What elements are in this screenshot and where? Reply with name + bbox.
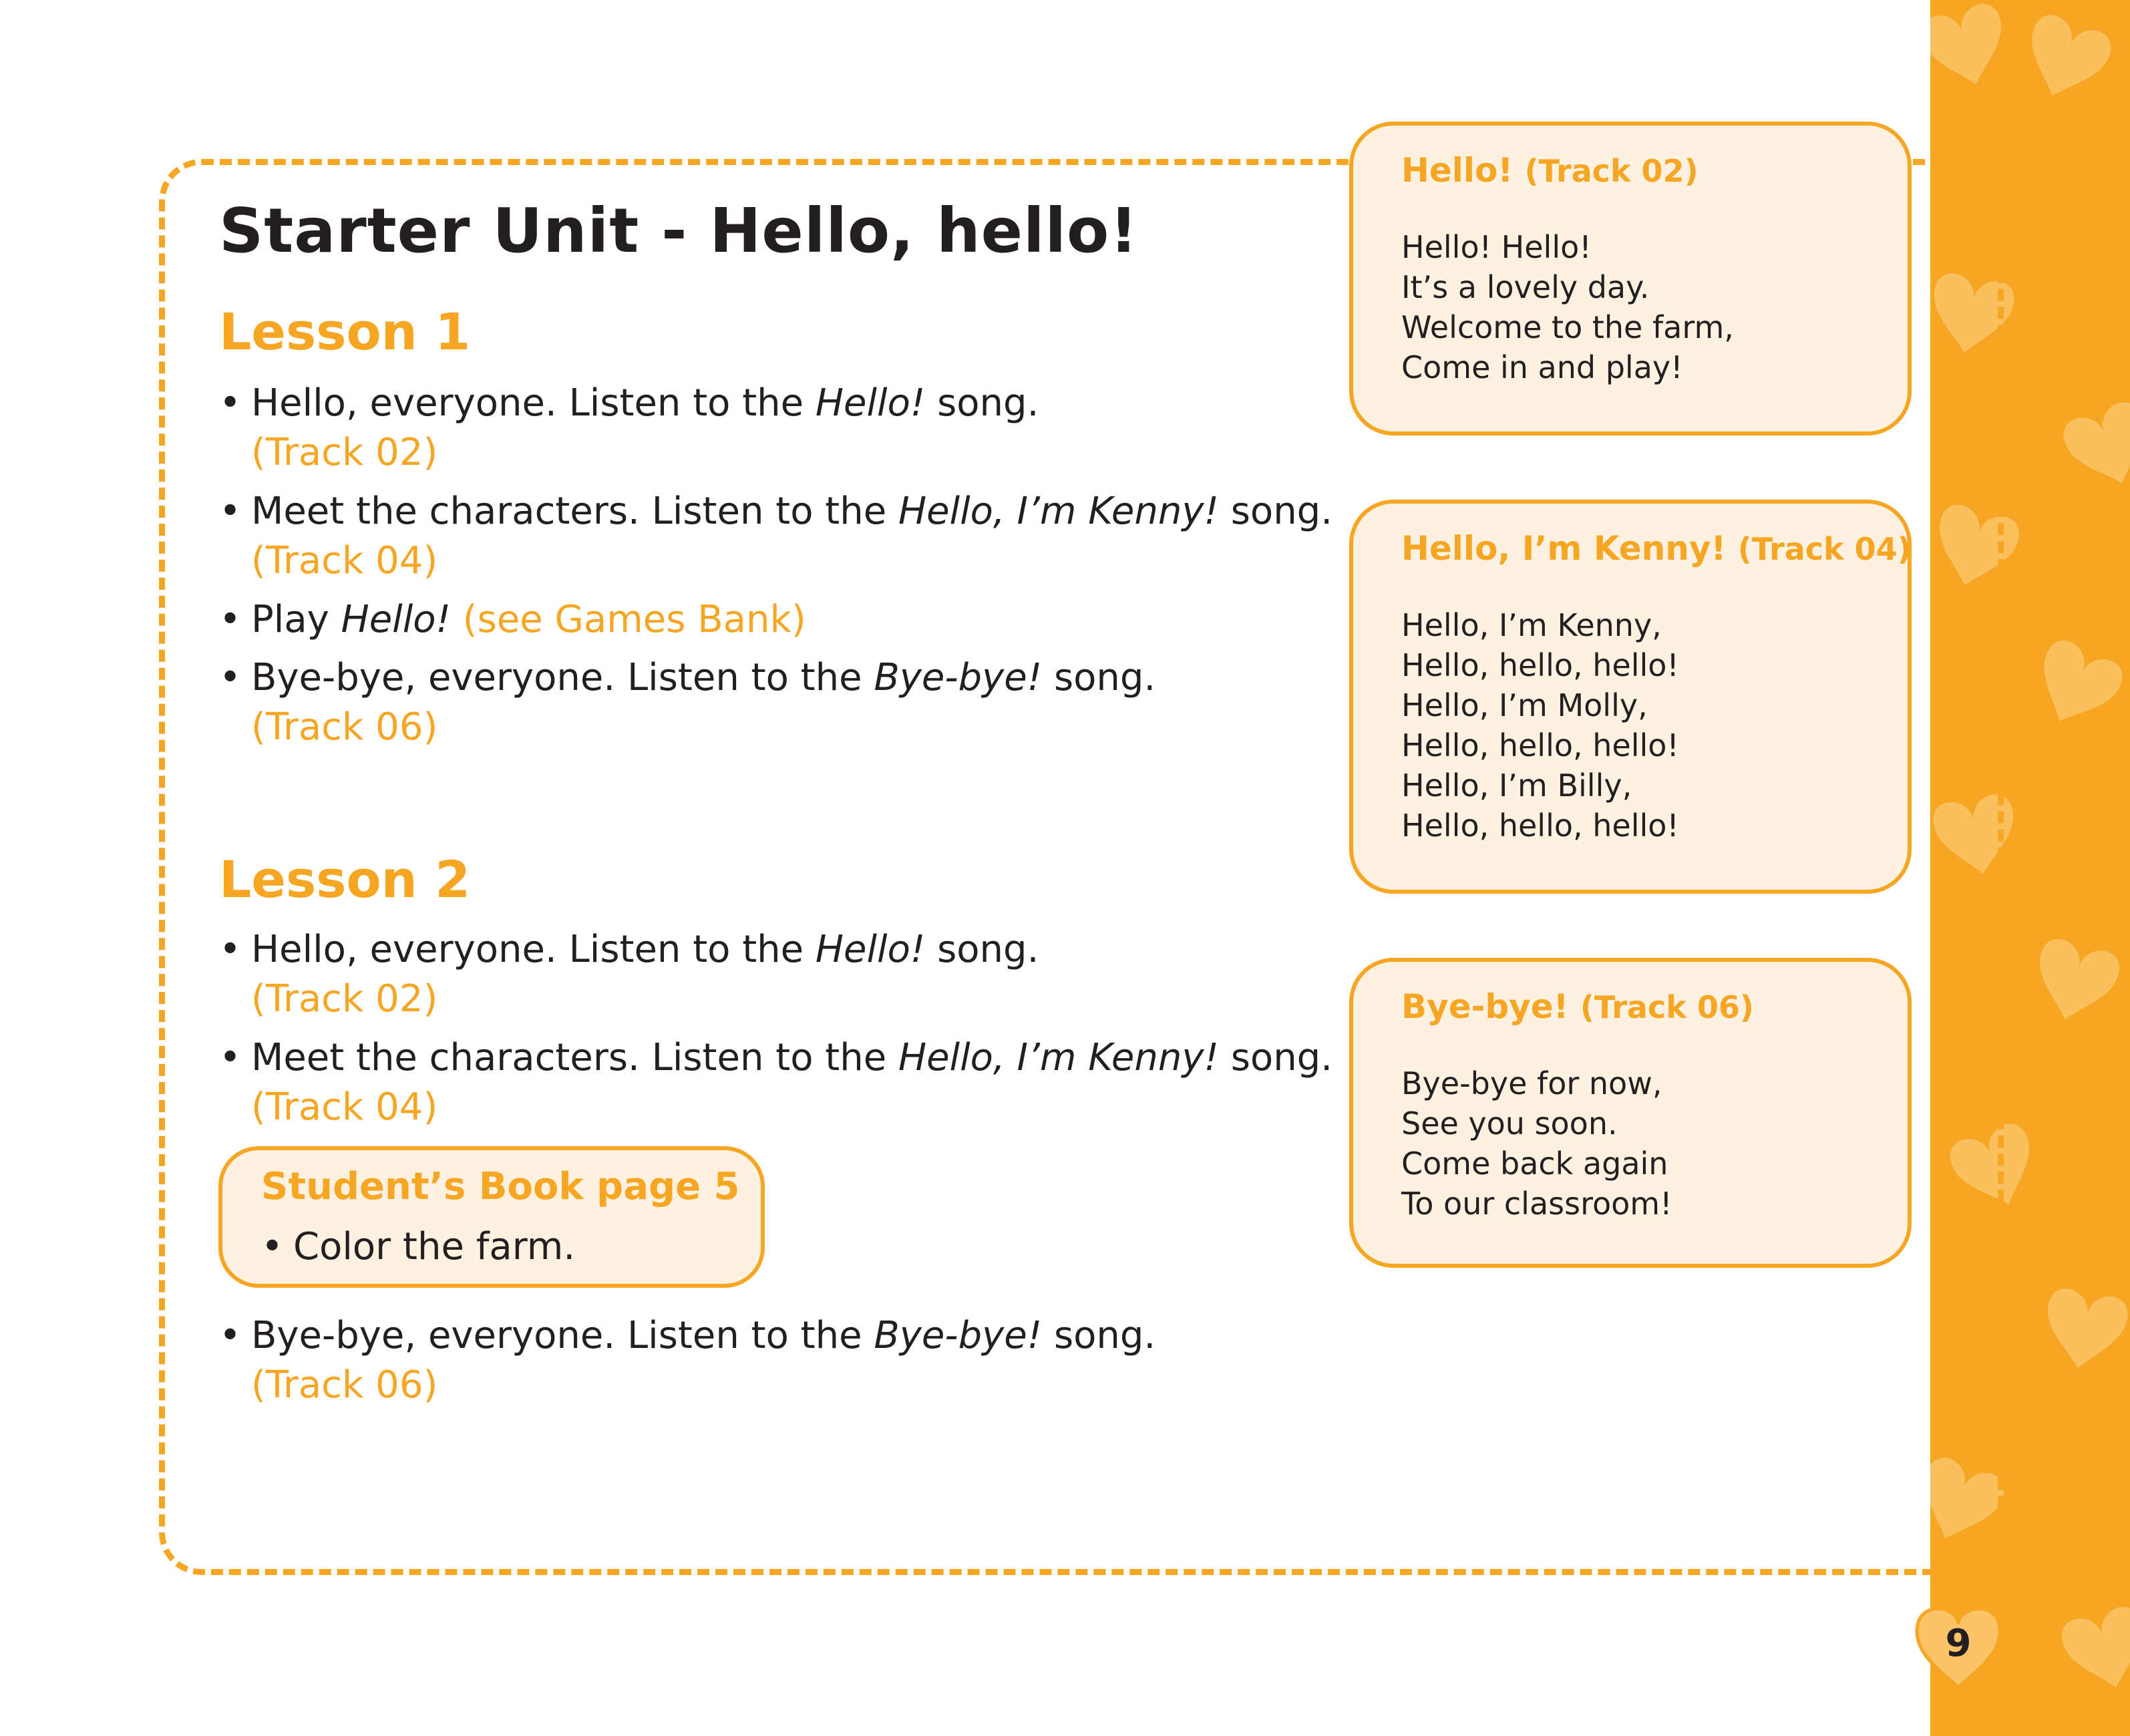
track-reference: (Track 02) <box>251 431 438 474</box>
lyric-line: Come in and play! <box>1401 349 1683 385</box>
bullet-icon: • <box>219 490 242 533</box>
heart-icon <box>2023 635 2128 738</box>
song-lyrics <box>1401 227 1734 387</box>
song-title: Bye-bye! (Track 06) <box>1401 987 1754 1026</box>
lyric-line: Hello, hello, hello! <box>1401 647 1679 683</box>
lesson-2-item: • Hello, everyone. Listen to the Hello! song. (Track 02) <box>219 925 1039 1024</box>
song-lyrics <box>1401 1063 1672 1224</box>
track-reference: (Track 04) <box>251 539 438 582</box>
song-box-hello <box>1349 122 1912 436</box>
heart-icon <box>2014 10 2116 110</box>
bullet-icon: • <box>219 656 242 699</box>
heart-icon <box>2059 397 2130 497</box>
bullet-icon: • <box>219 381 242 425</box>
lyric-line: Hello, I’m Billy, <box>1401 767 1632 804</box>
song-box-hello-kenny <box>1349 500 1912 894</box>
bullet-icon: • <box>219 928 242 971</box>
games-bank-reference: (see Games Bank) <box>462 598 806 641</box>
bullet-icon: • <box>219 598 242 641</box>
heart-icon <box>2026 935 2124 1030</box>
song-track: (Track 02) <box>1524 153 1699 189</box>
heart-icon <box>1930 0 2014 95</box>
lesson-2-item: • Meet the characters. Listen to the Hello, I’m Kenny! song. (Track 04) <box>219 1033 1333 1132</box>
lyric-line: Come back again <box>1401 1146 1668 1182</box>
lesson-1-heading: Lesson 1 <box>219 302 471 361</box>
students-book-item: • Color the farm. <box>261 1225 576 1268</box>
track-reference: (Track 06) <box>251 705 438 749</box>
lyric-line: Bye-bye for now, <box>1401 1065 1662 1101</box>
song-box-bye-bye <box>1349 958 1912 1268</box>
track-reference: (Track 04) <box>251 1085 438 1129</box>
track-reference: (Track 02) <box>251 977 438 1021</box>
lesson-1-item: • Play Hello! (see Games Bank) <box>219 595 806 645</box>
song-track: (Track 04) <box>1737 531 1912 567</box>
lyric-line: To our classroom! <box>1401 1186 1672 1222</box>
lyric-line: Hello, I’m Kenny, <box>1401 607 1662 643</box>
song-title: Hello! (Track 02) <box>1401 151 1699 190</box>
lyric-line: Hello! Hello! <box>1401 229 1592 265</box>
lyric-line: Hello, I’m Molly, <box>1401 687 1648 723</box>
song-lyrics <box>1401 605 1679 846</box>
page-number: 9 <box>1945 1622 1972 1665</box>
lesson-1-item: • Meet the characters. Listen to the Hello, I’m Kenny! song. (Track 04) <box>219 487 1333 586</box>
bullet-icon: • <box>261 1225 284 1268</box>
lyric-line: It’s a lovely day. <box>1401 269 1650 305</box>
page-number-badge <box>1912 1602 2005 1690</box>
heart-icon <box>2038 1286 2130 1375</box>
lyric-line: Hello, hello, hello! <box>1401 808 1679 844</box>
lesson-1-item: • Bye-bye, everyone. Listen to the Bye-bye! song. (Track 06) <box>219 653 1156 752</box>
students-book-title: Student’s Book page 5 <box>261 1165 740 1208</box>
lesson-2-heading: Lesson 2 <box>219 850 471 909</box>
track-reference: (Track 06) <box>251 1363 438 1407</box>
song-track: (Track 06) <box>1580 989 1754 1025</box>
lesson-1-item: • Hello, everyone. Listen to the Hello! song. (Track 02) <box>219 379 1039 478</box>
bullet-icon: • <box>219 1314 242 1357</box>
lyric-line: See you soon. <box>1401 1105 1618 1142</box>
lesson-2-item: • Bye-bye, everyone. Listen to the Bye-bye! song. (Track 06) <box>219 1311 1156 1410</box>
page-title: Starter Unit - Hello, hello! <box>219 195 1139 267</box>
bullet-icon: • <box>219 1036 242 1079</box>
lyric-line: Hello, hello, hello! <box>1401 727 1679 763</box>
lyric-line: Welcome to the farm, <box>1401 309 1734 345</box>
heart-icon <box>2058 1603 2130 1698</box>
song-title: Hello, I’m Kenny! (Track 04) <box>1401 529 1912 568</box>
students-book-box <box>218 1146 765 1288</box>
